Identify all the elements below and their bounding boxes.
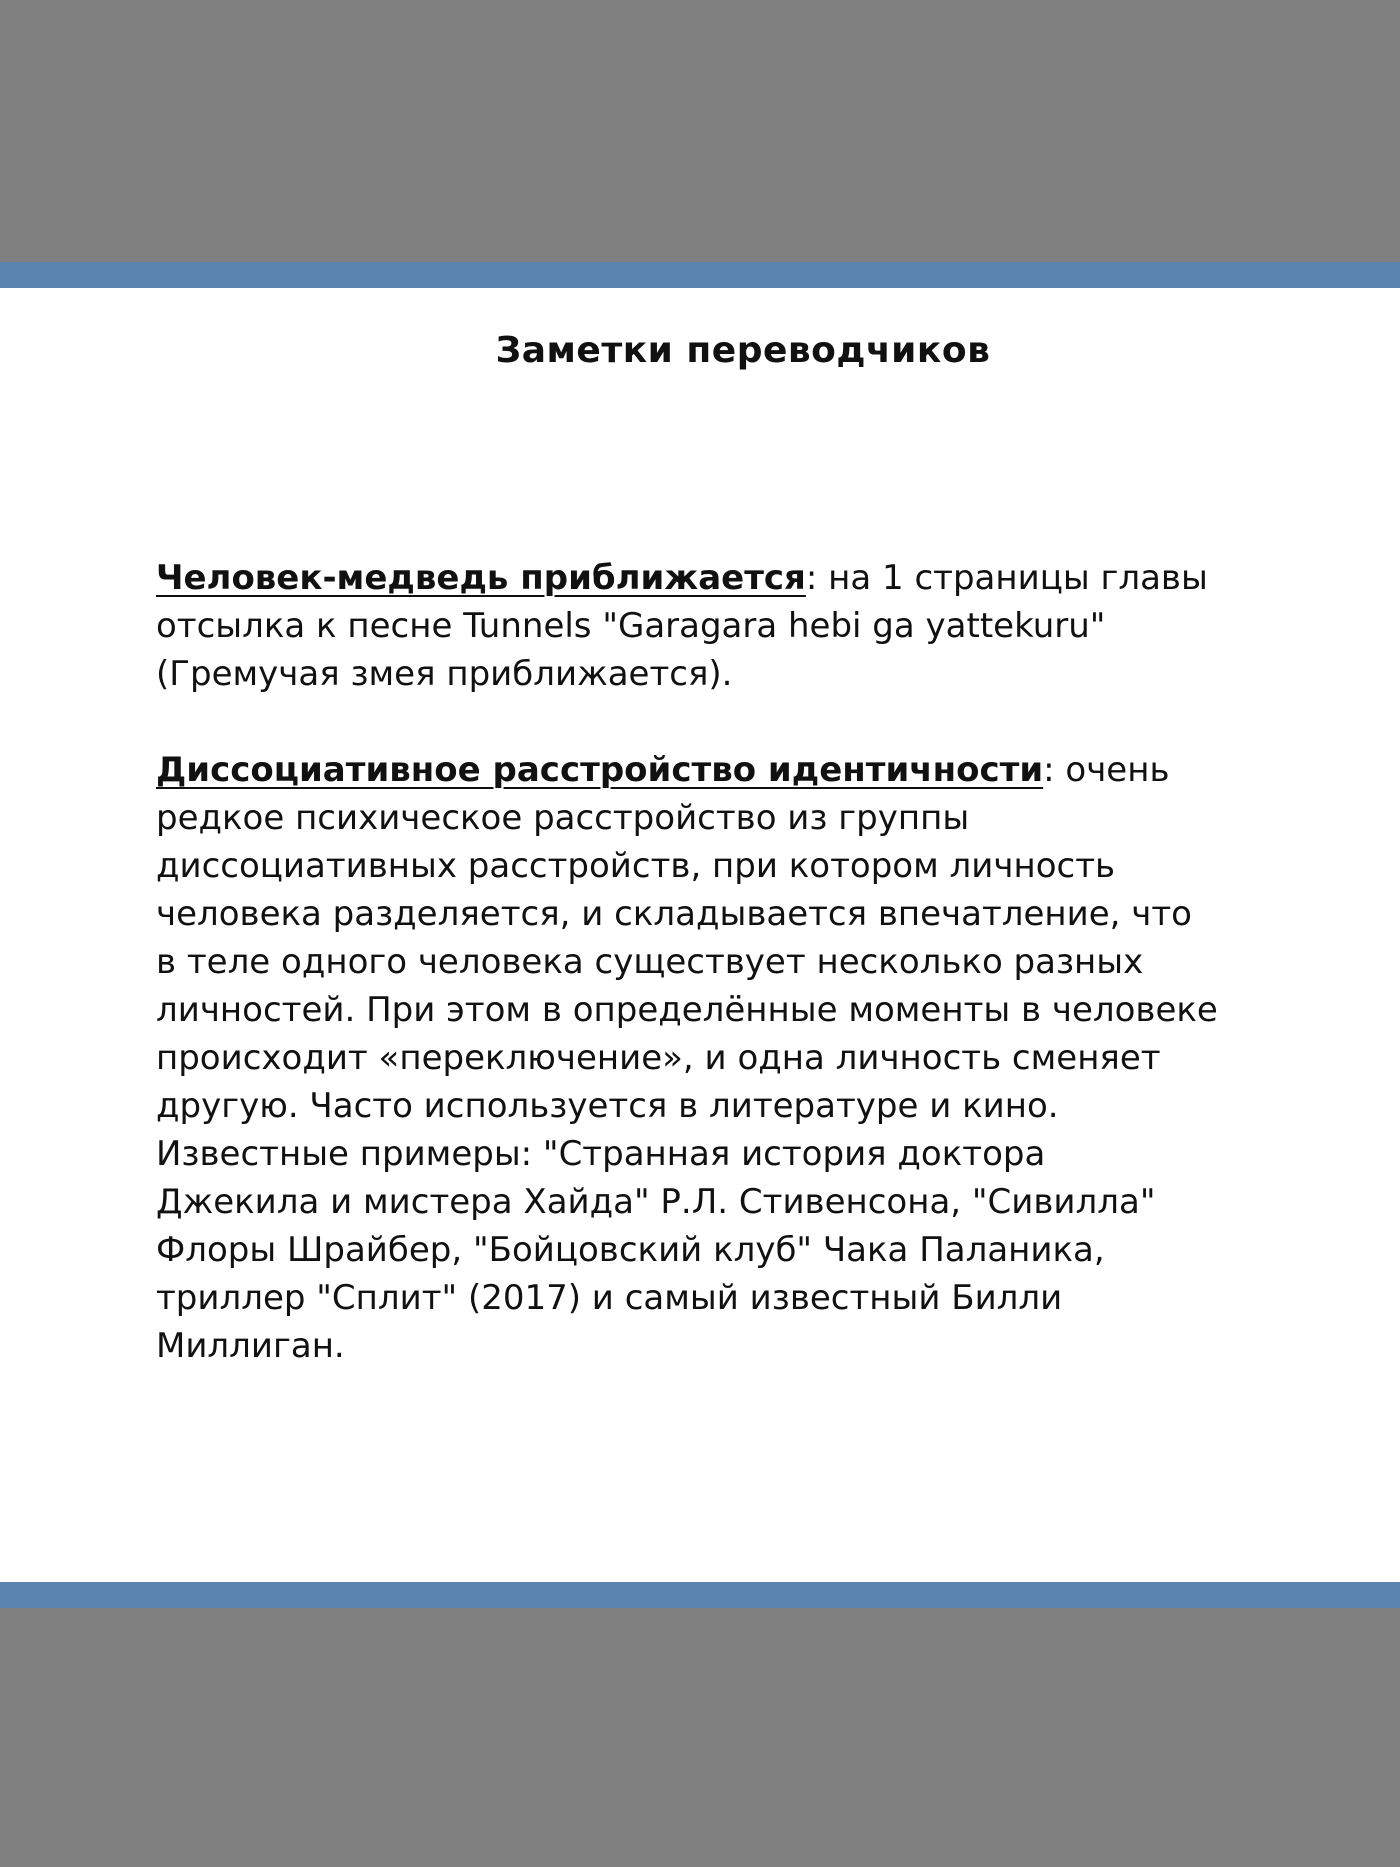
note-definition: : очень редкое психическое расстройство из группы диссоциативных расстройств, при котором личность человека разделяется, и складывается впечатление, что в теле одного человека существует несколько разных личностей. При этом в определённые моменты в человеке происходит «переключение», и одна личность сменяет другую. Часто используется в литературе и кино. Известные примеры: "Странная история доктора Джекила и мистера Хайда" Р.Л. Стивенсона, "Сивилла" Флоры Шрайбер, "Бойцовский клуб" Чака Паланика, триллер "Сплит" (2017) и самый известный Билли Миллиган. — [156, 750, 1218, 1366]
note-term: Диссоциативное расстройство идентичности — [156, 750, 1044, 790]
bottom-gray-margin — [0, 1608, 1400, 1867]
notes-content — [156, 554, 1218, 1418]
page-title: Заметки переводчиков — [495, 330, 991, 371]
top-blue-band — [0, 262, 1400, 288]
top-gray-margin — [0, 0, 1400, 262]
note-definition: : на 1 страницы главы отсылка к песне Tunnels "Garagara hebi ga yattekuru" (Гремучая змея приближается). — [156, 558, 1208, 694]
notes-page — [0, 288, 1400, 1582]
bottom-blue-band — [0, 1582, 1400, 1608]
note-bear-man — [156, 554, 1218, 698]
note-dissociative-identity-disorder — [156, 746, 1218, 1370]
note-term: Человек-медведь приближается — [156, 558, 806, 598]
